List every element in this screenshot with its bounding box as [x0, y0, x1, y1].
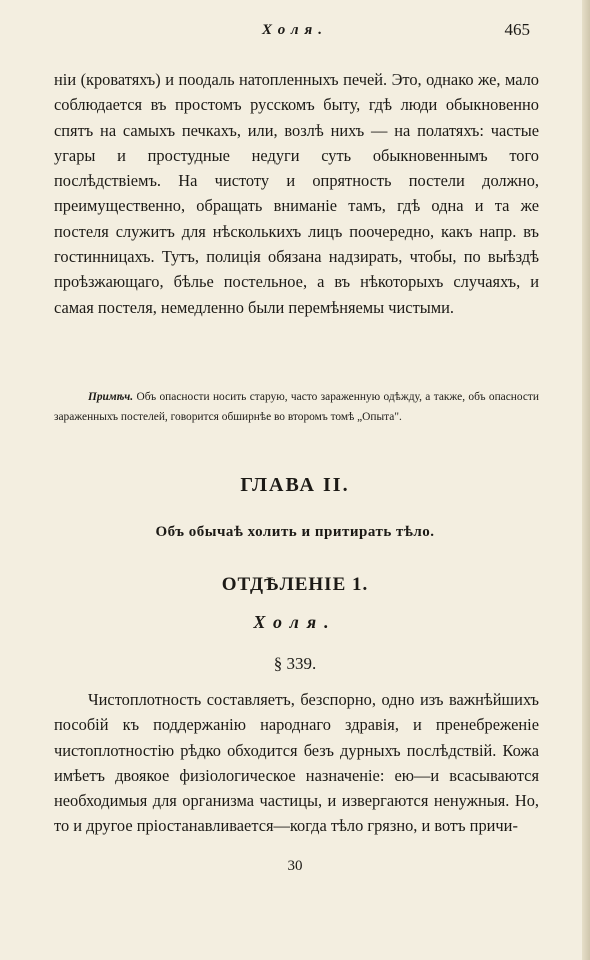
- page-number: 465: [504, 20, 530, 39]
- running-head: Холя.: [261, 22, 328, 38]
- footnote: [54, 388, 539, 427]
- paragraph-text: Чистоплотность составляетъ, безспорно, одно изъ важнѣйшихъ пособій къ поддержанію народнаго здравія, и пренебреженіе чистоплотностію рѣдко обходится безъ дурныхъ послѣдствій. Кожа имѣетъ двоякое физіологическое назначеніе: ею—и всасываются необходимыя для организма частицы, и извергаются ненужныя. Но, то и другое пріостанавливается—когда тѣло грязно, и вотъ причи-: [54, 690, 539, 836]
- section-subtitle: Холя.: [253, 612, 337, 632]
- footnote-text: Объ опасности носить старую, часто зараженную одѣжду, а также, объ опасности зараженныхъ постелей, говорится обширнѣе во второмъ томѣ „Опыта".: [54, 391, 539, 423]
- footnote-label: Примѣч.: [88, 391, 134, 403]
- paragraph-text: ніи (кроватяхъ) и поодаль натопленныхъ печей. Это, однако же, мало соблюдается въ простомъ русскомъ быту, гдѣ люди обыкновенно спятъ на самыхъ печкахъ, или, возлѣ нихъ — на полатяхъ: частые угары и простудные недуги суть обыкновеннымъ того послѣдствіемъ. На чистоту и опрятность постели должно, преимущественно, обращать вниманіе тамъ, гдѣ одна и та же постеля служитъ для нѣсколькихъ лицъ поочередно, какъ напр. въ гостинницахъ. Тутъ, полиція обязана надзирать, чтобы, по выѣздѣ проѣзжающаго, бѣлье постельное, а въ нѣкоторыхъ случаяхъ, и самая постеля, немедленно были перемѣняемы чистыми.: [54, 70, 539, 317]
- section-title: ОТДѢЛЕНІЕ 1.: [221, 574, 369, 595]
- paragraph-339: [54, 687, 539, 839]
- footnote-body: [54, 388, 539, 427]
- paragraph-number: § 339.: [273, 654, 317, 673]
- signature-mark: 30: [287, 858, 303, 874]
- chapter-title: ГЛАВА II.: [240, 474, 350, 496]
- chapter-subtitle: Объ обычаѣ холить и притирать тѣло.: [155, 524, 435, 540]
- paragraph-continued: [54, 67, 539, 320]
- page-edge: [582, 0, 590, 960]
